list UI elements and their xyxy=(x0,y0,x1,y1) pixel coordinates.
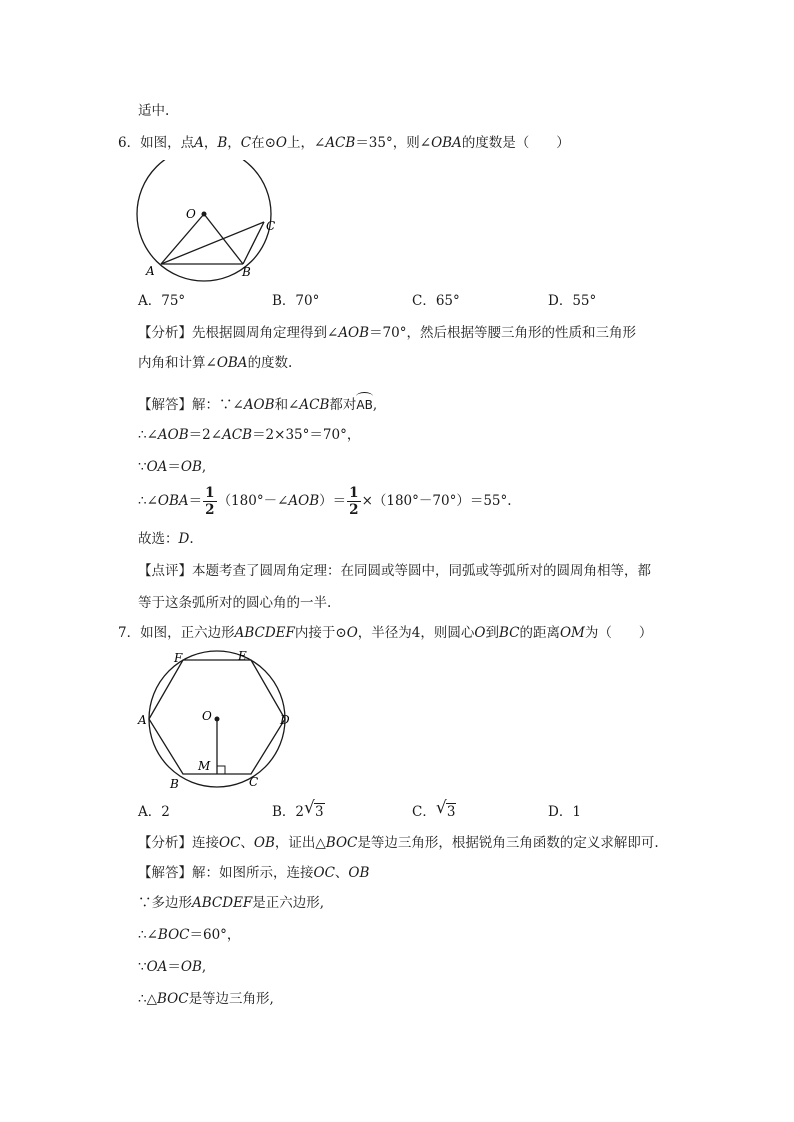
sqrt-3: √ 3 xyxy=(435,798,456,820)
question-6-stem: 6．如图，点A，B，C在⊙O上，∠ACB＝35°，则∠OBA的度数是（ ） xyxy=(118,135,570,151)
fraction-half: $\frac{1}{2}$ xyxy=(205,485,215,518)
circle xyxy=(137,160,271,281)
option-a: A．2 xyxy=(138,804,170,820)
label-d: D xyxy=(280,713,290,727)
question-7-stem: 7．如图，正六边形ABCDEF内接于⊙O，半径为4，则圆心O到BC的距离OM为（ ） xyxy=(118,625,653,641)
sqrt-3: √ 3 xyxy=(304,798,324,820)
label-f: F xyxy=(174,651,183,665)
label-c: C xyxy=(249,775,259,789)
label-o: O xyxy=(202,709,212,723)
option-d: D．55° xyxy=(548,293,597,309)
analysis-tag: 【分析】 xyxy=(138,325,192,341)
label-a: A xyxy=(138,713,147,727)
q7-answer-line-1: 【解答】解：如图所示，连接OC、OB xyxy=(138,865,370,881)
question-number: 6． xyxy=(118,135,141,151)
center-point xyxy=(202,212,207,217)
option-c: C．65° xyxy=(412,293,460,309)
right-angle-mark xyxy=(217,766,225,774)
q7-answer-line-2: ∵多边形ABCDEF是正六边形, xyxy=(138,895,325,911)
q6-comment-line-1: 【点评】本题考查了圆周角定理：在同圆或等圆中，同弧或等弧所对的圆周角相等，都 xyxy=(138,563,651,579)
arc-ab: AB xyxy=(356,392,372,414)
q6-analysis-line-2: 内角和计算∠OBA的度数. xyxy=(138,355,293,371)
question-number: 7． xyxy=(118,625,141,641)
segment-ac xyxy=(161,222,264,264)
circle-figure-q6 xyxy=(130,160,290,285)
analysis-tag: 【分析】 xyxy=(138,835,192,851)
center-point xyxy=(215,717,220,722)
q6-analysis-line-1: 【分析】先根据圆周角定理得到∠AOB＝70°，然后根据等腰三角形的性质和三角形 xyxy=(138,325,636,341)
segment-oa xyxy=(161,214,204,264)
option-b: B．70° xyxy=(272,293,320,309)
answer-tag: 【解答】 xyxy=(138,397,192,413)
answer-tag: 【解答】 xyxy=(138,865,192,881)
hexagon-figure-q7 xyxy=(132,648,302,798)
q6-answer-line-1: 【解答】解：∵∠AOB和∠ACB都对AB, xyxy=(138,392,377,414)
option-c: C． √ 3 xyxy=(412,798,456,820)
q6-answer-line-3: ∵OA＝OB, xyxy=(138,459,207,475)
q6-answer-line-4: ∴∠OBA＝ $\frac{1}{2}$ （180°－∠AOB）＝ $\frac{1}{2}$ ×（180°－70°）＝55°. xyxy=(138,485,512,518)
option-a: A．75° xyxy=(138,293,186,309)
comment-tag: 【点评】 xyxy=(138,563,192,579)
label-m: M xyxy=(198,759,211,773)
label-e: E xyxy=(238,649,247,663)
q6-answer-line-2: ∴∠AOB＝2∠ACB＝2×35°＝70°， xyxy=(138,427,361,443)
label-a: A xyxy=(146,264,155,278)
continued-text: 适中. xyxy=(138,103,170,119)
option-d: D．1 xyxy=(548,804,581,820)
q6-comment-line-2: 等于这条弧所对的圆心角的一半. xyxy=(138,595,332,611)
segment-bc xyxy=(243,222,264,264)
q6-choice: 故选：D. xyxy=(138,531,194,547)
label-o: O xyxy=(186,207,196,221)
label-b: B xyxy=(170,777,179,791)
q7-answer-line-3: ∴∠BOC＝60°， xyxy=(138,927,241,943)
label-c: C xyxy=(266,219,276,233)
fraction-half: $\frac{1}{2}$ xyxy=(349,485,359,518)
label-b: B xyxy=(242,265,251,279)
q7-answer-line-4: ∵OA＝OB, xyxy=(138,959,207,975)
option-b: B．2 √ 3 xyxy=(272,798,324,820)
q7-analysis: 【分析】连接OC、OB，证出△BOC是等边三角形，根据锐角三角函数的定义求解即可. xyxy=(138,835,659,851)
q7-answer-line-5: ∴△BOC是等边三角形, xyxy=(138,991,274,1007)
